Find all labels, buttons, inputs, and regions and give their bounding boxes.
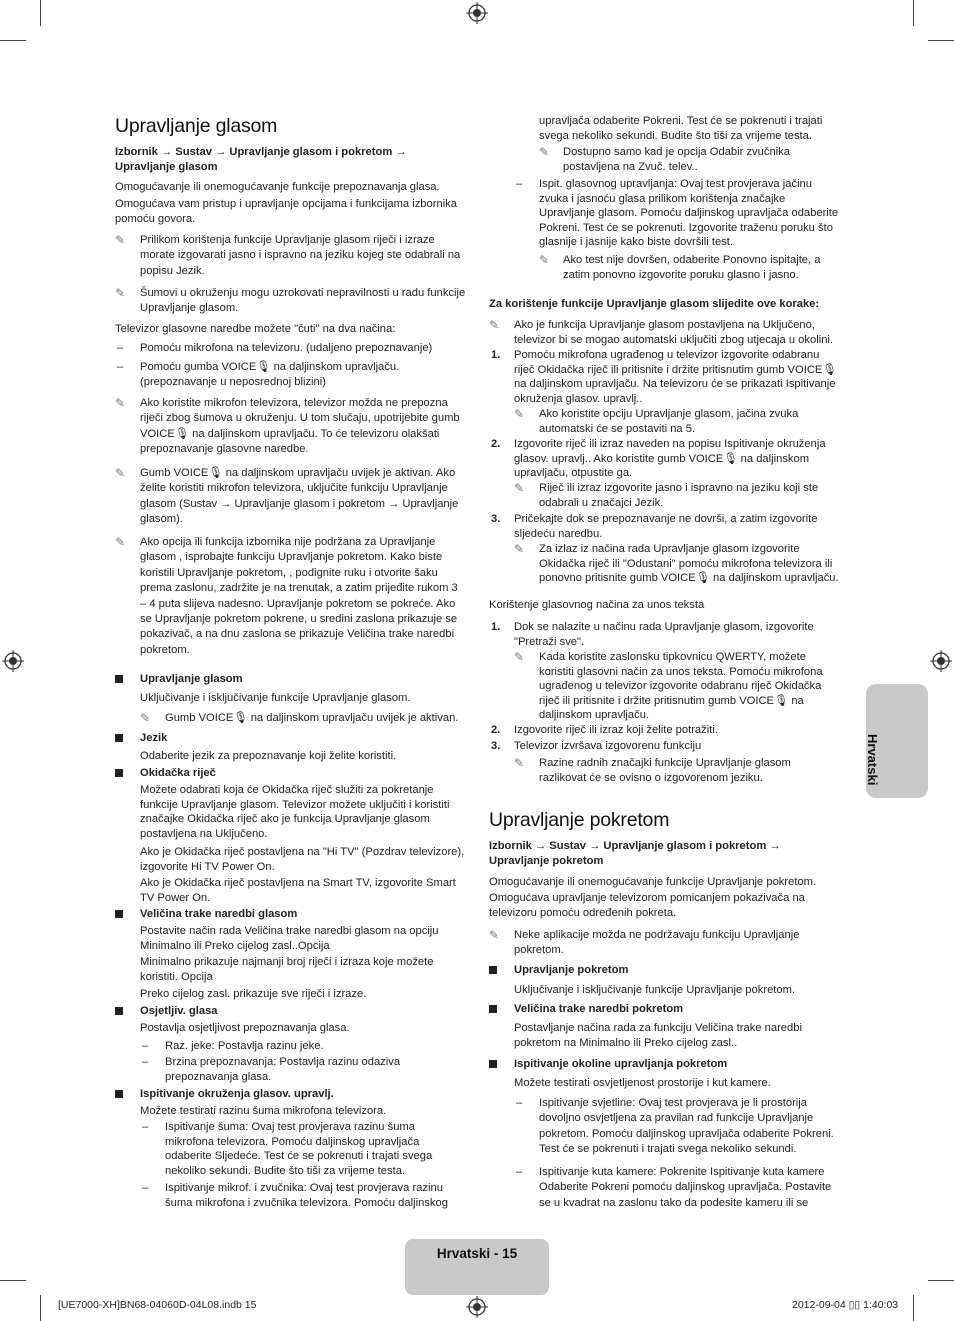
note-text: Razine radnih značajki funkcije Upravljanje glasom razlikovat će se ovisno o izgovorenom jeziku. bbox=[539, 757, 791, 784]
note bbox=[115, 711, 467, 726]
step-text: Izgovorite riječ ili izraz koji želite potražiti. bbox=[514, 724, 718, 736]
list-item-text: Brzina prepoznavanja: Postavlja razinu odaziva prepoznavanja glasa. bbox=[165, 1056, 401, 1083]
step-number: 2. bbox=[491, 724, 501, 736]
option-heading bbox=[115, 1087, 467, 1102]
option-heading bbox=[115, 1004, 467, 1019]
list-item bbox=[115, 1181, 467, 1210]
note-text: Šumovi u okruženju mogu uzrokovati nepravilnosti u radu funkcije Upravljanje glasom. bbox=[140, 287, 466, 315]
note bbox=[489, 318, 841, 347]
list-item bbox=[115, 1039, 467, 1054]
dash-bullet: – bbox=[516, 1166, 523, 1178]
list-item bbox=[489, 1165, 841, 1211]
square-bullet-icon bbox=[115, 1090, 123, 1098]
list-item bbox=[115, 1055, 467, 1084]
list-item bbox=[489, 1096, 841, 1158]
step-item bbox=[489, 620, 841, 649]
step-item bbox=[489, 723, 841, 738]
dash-bullet: – bbox=[516, 1097, 523, 1109]
registration-mark-bottom-icon bbox=[466, 1296, 488, 1318]
text-input-heading: Korištenje glasovnog načina za unos teksta bbox=[489, 599, 705, 611]
note-text: Ako koristite mikrofon televizora, televizor možda ne prepozna riječi zbog šumova u okruženju. U tom slučaju, upotrijebite gumb VOICE🎙 na daljinskom upravljaču. To će televizoru olakšati prepoznavanje glasovne naredbe. bbox=[140, 397, 460, 456]
step-item bbox=[489, 348, 841, 406]
option-description: Preko cijelog zasl. prikazuje sve riječi i izraze. bbox=[140, 988, 367, 1000]
page-number-footer bbox=[405, 1239, 549, 1295]
note bbox=[115, 535, 467, 658]
pencil-note-icon: ✎ bbox=[489, 928, 500, 942]
list-item bbox=[115, 341, 467, 356]
intro-text: Omogućava upravljanje televizorom pomicanjem pokazivača na televizoru pomoću određenih pokreta. bbox=[489, 892, 805, 920]
option-heading-text: Upravljanje glasom bbox=[140, 673, 243, 685]
option-description: Postavite način rada Veličina trake naredbi glasom na opciju Minimalno ili Preko cijelog zasl..Opcija bbox=[140, 925, 439, 953]
option-heading bbox=[489, 963, 841, 978]
dash-bullet: – bbox=[142, 1121, 149, 1133]
note-text: Dostupno samo kad je opcija Odabir zvučnika postavljena na Zvuč. telev.. bbox=[563, 146, 790, 173]
print-timestamp: 2012-09-04 ▯▯ 1:40:03 bbox=[792, 1299, 899, 1311]
option-heading bbox=[115, 907, 467, 922]
option-heading bbox=[115, 672, 467, 687]
list-item-text: Raz. jeke: Postavlja razinu jeke. bbox=[165, 1040, 324, 1052]
note bbox=[115, 286, 467, 317]
pencil-note-icon: ✎ bbox=[514, 756, 525, 770]
dash-bullet: – bbox=[516, 178, 523, 190]
pencil-note-icon: ✎ bbox=[140, 711, 151, 725]
language-side-tab bbox=[866, 684, 928, 798]
step-text: Pomoću mikrofona ugrađenog u televizor izgovorite odabranu riječ Okidačka riječ ili pritisnite i držite pritisnutim gumb VOICE🎙 na daljinskom upravljaču. Na televizoru će se prikazati Ispitivanje okruženja glasov. upravlj.. bbox=[514, 349, 837, 405]
square-bullet-icon bbox=[489, 966, 497, 974]
list-item-text: Pomoću mikrofona na televizoru. (udaljeno prepoznavanje) bbox=[140, 342, 433, 354]
square-bullet-icon bbox=[115, 734, 123, 742]
step-text: Dok se nalazite u načinu rada Upravljanje glasom, izgovorite "Pretraži sve". bbox=[514, 621, 814, 648]
pencil-note-icon: ✎ bbox=[539, 253, 550, 267]
crop-mark-bottom-left-v bbox=[40, 1295, 41, 1321]
crop-mark-top-left-h bbox=[0, 40, 26, 41]
note bbox=[489, 481, 841, 510]
step-text: Televizor izvršava izgovorenu funkciju bbox=[514, 740, 702, 752]
crop-mark-top-right-v bbox=[913, 0, 914, 26]
note-text: Neke aplikacije možda ne podržavaju funkciju Upravljanje pokretom. bbox=[514, 929, 800, 957]
intro-text: Omogućava vam pristup i upravljanje opcijama i funkcijama izbornika pomoću govora. bbox=[115, 198, 457, 226]
pencil-note-icon: ✎ bbox=[514, 542, 525, 556]
step-text: Pričekajte dok se prepoznavanje ne dovrši, a zatim izgovorite sljedeću naredbu. bbox=[514, 513, 818, 540]
step-number: 1. bbox=[491, 621, 501, 633]
pencil-note-icon: ✎ bbox=[489, 318, 500, 332]
option-heading bbox=[489, 1057, 841, 1072]
crop-mark-top-left-v bbox=[40, 0, 41, 26]
step-item bbox=[489, 437, 841, 481]
option-heading-text: Osjetljiv. glasa bbox=[140, 1005, 218, 1017]
note bbox=[115, 233, 467, 279]
option-description: Postavljanje načina rada za funkciju Veličina trake naredbi pokretom na Minimalno ili Preko cijelog zasl.. bbox=[514, 1022, 802, 1050]
registration-mark-right-icon bbox=[930, 650, 952, 672]
dash-bullet: – bbox=[117, 342, 124, 354]
pencil-note-icon: ✎ bbox=[514, 650, 525, 664]
step-item bbox=[489, 739, 841, 754]
option-description: Možete testirati osvjetljenost prostorije i kut kamere. bbox=[514, 1077, 771, 1089]
note bbox=[489, 650, 841, 723]
square-bullet-icon bbox=[115, 1007, 123, 1015]
square-bullet-icon bbox=[115, 675, 123, 683]
step-number: 2. bbox=[491, 438, 501, 450]
step-number: 1. bbox=[491, 349, 501, 361]
square-bullet-icon bbox=[115, 769, 123, 777]
option-description: Možete odabrati koja će Okidačka riječ služiti za pokretanje funkcije Upravljanje glasom. Televizor možete uključiti i koristiti značajke Okidačka riječ ako je funkcija Upravljanje glasom postavljena na Uključeno. bbox=[140, 784, 450, 840]
note-text: Kada koristite zaslonsku tipkovnicu QWERTY, možete koristiti glasovni način za unos teksta. Pomoću mikrofona ugrađenog u televizor izgovorite odabranu riječ Okidačka riječ ili pritisnite i držite pritisnutim gumb VOICE🎙 na daljinskom upravljaču. bbox=[539, 651, 823, 722]
registration-mark-left-icon bbox=[2, 650, 24, 672]
option-heading-text: Veličina trake naredbi pokretom bbox=[514, 1003, 684, 1015]
option-heading-text: Ispitivanje okoline upravljanja pokretom bbox=[514, 1058, 728, 1070]
registration-mark-top-icon bbox=[466, 2, 488, 24]
note-text: Ako test nije dovršen, odaberite Ponovno ispitajte, a zatim ponovno izgovorite poruku glasno i jasno. bbox=[563, 254, 821, 281]
crop-mark-bottom-left-h bbox=[0, 1280, 26, 1281]
list-item-text: Ispitivanje mikrof. i zvučnika: Ovaj test provjerava razinu šuma mikrofona i zvučnika televizora. Pomoću daljinskog bbox=[165, 1182, 448, 1209]
note bbox=[489, 756, 841, 785]
option-description: Minimalno prikazuje najmanji broj riječi i izraza koje možete koristiti. Opcija bbox=[140, 956, 434, 984]
steps-heading: Za korištenje funkcije Upravljanje glasom slijedite ove korake: bbox=[489, 298, 820, 310]
note bbox=[115, 466, 467, 528]
page-number-label: Hrvatski - 15 bbox=[436, 1246, 518, 1261]
section-title-motion-control: Upravljanje pokretom bbox=[489, 809, 670, 831]
intro-text: Omogućavanje ili onemogućavanje funkcije prepoznavanja glasa. bbox=[115, 181, 440, 193]
option-description: Odaberite jezik za prepoznavanje koji želite koristiti. bbox=[140, 750, 397, 762]
crop-mark-top-right-h bbox=[928, 40, 954, 41]
option-description: Uključivanje i isključivanje funkcije Upravljanje pokretom. bbox=[514, 984, 796, 996]
section-title-voice-control: Upravljanje glasom bbox=[115, 115, 278, 137]
pencil-note-icon: ✎ bbox=[115, 233, 126, 247]
option-heading-text: Upravljanje pokretom bbox=[514, 964, 629, 976]
option-heading bbox=[115, 731, 467, 746]
note bbox=[489, 253, 841, 282]
print-file-info: [UE7000-XH]BN68-04060D-04L08.indb 15 bbox=[58, 1299, 257, 1311]
option-description: Uključivanje i isključivanje funkcije Upravljanje glasom. bbox=[140, 692, 411, 704]
pencil-note-icon: ✎ bbox=[514, 407, 525, 421]
menu-path: Izbornik → Sustav → Upravljanje glasom i pokretom → Upravljanje glasom bbox=[115, 146, 407, 174]
dash-bullet: – bbox=[142, 1040, 149, 1052]
crop-mark-bottom-right-v bbox=[913, 1295, 914, 1321]
step-text: Izgovorite riječ ili izraz naveden na popisu Ispitivanje okruženja glasov. upravlj.. Ako koristite gumb VOICE🎙 na daljinskom upravljaču, otpustite ga. bbox=[514, 438, 826, 480]
pencil-note-icon: ✎ bbox=[539, 145, 550, 159]
note bbox=[115, 396, 467, 458]
list-item bbox=[115, 360, 467, 391]
option-heading-text: Okidačka riječ bbox=[140, 767, 216, 779]
square-bullet-icon bbox=[489, 1060, 497, 1068]
note-text: Ako koristite opciju Upravljanje glasom, jačina zvuka automatski će se postaviti na 5. bbox=[539, 408, 799, 435]
list-item-text: Ispit. glasovnog upravljanja: Ovaj test provjerava jačinu zvuka i jasnoću glasa prilikom korištenja značajke Upravljanje glasom. Pomoću daljinskog upravljača odaberite Pokreni. Test će se pokrenuti. Izgovorite traženu poruku što glasnije i jasnije kako biste dovršili test. bbox=[539, 178, 839, 249]
option-heading-text: Veličina trake naredbi glasom bbox=[140, 908, 298, 920]
menu-path: Izbornik → Sustav → Upravljanje glasom i pokretom → Upravljanje pokretom bbox=[489, 840, 781, 868]
intro-text: Televizor glasovne naredbe možete "čuti" na dva načina: bbox=[115, 323, 396, 335]
list-item-text: Pomoću gumba VOICE🎙 na daljinskom upravljaču. (prepoznavanje u neposrednoj blizini) bbox=[140, 361, 400, 389]
option-heading bbox=[489, 1002, 841, 1017]
dash-bullet: – bbox=[142, 1056, 149, 1068]
option-description: Ako je Okidačka riječ postavljena na Smart TV, izgovorite Smart TV Power On. bbox=[140, 877, 456, 904]
square-bullet-icon bbox=[115, 910, 123, 918]
note-text: Ako opcija ili funkcija izbornika nije podržana za Upravljanje glasom , isprobajte funkciju Upravljanje pokretom. Kako biste koristili Upravljanje pokretom, , podignite ruku i otvorite šaku prema zaslonu, zadržite je na trenutak, a zatim prijeđite rukom 3 – 4 puta slijeva nadesno. Upravljanje pokretom se pokreće. Ako se Upravljanje pokretom pokrene, u sredini zaslona prikazuje se pokazivač, a na dnu zaslona se prikazuje Veličina trake naredbi pokretom. bbox=[140, 536, 458, 656]
list-item bbox=[115, 1120, 467, 1178]
option-description: Ako je Okidačka riječ postavljena na "Hi TV" (Pozdrav televizore), izgovorite Hi TV Power On. bbox=[140, 846, 465, 873]
step-number: 3. bbox=[491, 513, 501, 525]
option-description: Možete testirati razinu šuma mikrofona televizora. bbox=[140, 1105, 387, 1117]
pencil-note-icon: ✎ bbox=[115, 466, 126, 480]
pencil-note-icon: ✎ bbox=[115, 396, 126, 410]
language-side-tab-label: Hrvatski bbox=[865, 734, 880, 786]
note-text: Riječ ili izraz izgovorite jasno i ispravno na jeziku koji ste odabrali u značajci Jezik. bbox=[539, 482, 819, 509]
option-heading-text: Ispitivanje okruženja glasov. upravlj. bbox=[140, 1088, 334, 1100]
crop-mark-bottom-right-h bbox=[928, 1280, 954, 1281]
note bbox=[489, 542, 841, 586]
list-item-text: Ispitivanje kuta kamere: Pokrenite Ispitivanje kuta kamere Odaberite Pokreni pomoću daljinskog upravljača. Postavite se u kvadrat na zaslonu tako da podesite kameru ili se bbox=[539, 1166, 832, 1209]
note bbox=[489, 145, 841, 174]
pencil-note-icon: ✎ bbox=[115, 286, 126, 300]
continued-text: upravljača odaberite Pokreni. Test će se pokrenuti i trajati svega nekoliko sekundi. Budite što tiši za vrijeme testa. bbox=[539, 115, 823, 142]
pencil-note-icon: ✎ bbox=[514, 481, 525, 495]
note-text: Prilikom korištenja funkcije Upravljanje glasom riječi i izraze morate izgovarati jasno i ispravno na jeziku kojeg ste odabrali na popisu Jezik. bbox=[140, 234, 461, 277]
pencil-note-icon: ✎ bbox=[115, 535, 126, 549]
square-bullet-icon bbox=[489, 1005, 497, 1013]
option-heading-text: Jezik bbox=[140, 732, 168, 744]
note bbox=[489, 407, 841, 436]
intro-text: Omogućavanje ili onemogućavanje funkcije Upravljanje pokretom. bbox=[489, 876, 817, 888]
list-item bbox=[489, 177, 841, 250]
dash-bullet: – bbox=[117, 361, 124, 373]
list-item-text: Ispitivanje svjetline: Ovaj test provjerava je li prostorija dovoljno osvjetljena za pravilan rad funkcije Upravljanje pokretom. Pomoću daljinskog upravljača odaberite Pokreni. Test će se pokrenuti i trajati svega nekoliko sekundi. bbox=[539, 1097, 834, 1156]
option-heading bbox=[115, 766, 467, 781]
step-item bbox=[489, 512, 841, 541]
list-item-text: Ispitivanje šuma: Ovaj test provjerava razinu šuma mikrofona televizora. Pomoću daljinskog upravljača odaberite Sljedeće. Test će se pokrenuti i trajati svega nekoliko sekundi. Budite što tiši za vrijeme testa. bbox=[165, 1121, 433, 1177]
note-text: Za izlaz iz načina rada Upravljanje glasom izgovorite Okidačka riječ ili "Odustani" pomoću mikrofona televizora ili ponovno pritisnite gumb VOICE🎙 na daljinskom upravljaču. bbox=[539, 543, 839, 585]
note-text: Ako je funkcija Upravljanje glasom postavljena na Uključeno, televizor bi se mogao automatski uključiti zbog utjecaja u okolini. bbox=[514, 319, 834, 346]
option-description: Postavlja osjetljivost prepoznavanja glasa. bbox=[140, 1022, 350, 1034]
dash-bullet: – bbox=[142, 1182, 149, 1194]
note-text: Gumb VOICE🎙 na daljinskom upravljaču uvijek je aktivan. bbox=[165, 712, 459, 724]
note bbox=[489, 928, 841, 959]
note-text: Gumb VOICE🎙 na daljinskom upravljaču uvijek je aktivan. Ako želite koristiti mikrofon televizora, uključite funkciju Upravljanje glasom (Sustav → Upravljanje glasom i pokretom → Upravljanje glasom). bbox=[140, 467, 459, 526]
step-number: 3. bbox=[491, 740, 501, 752]
